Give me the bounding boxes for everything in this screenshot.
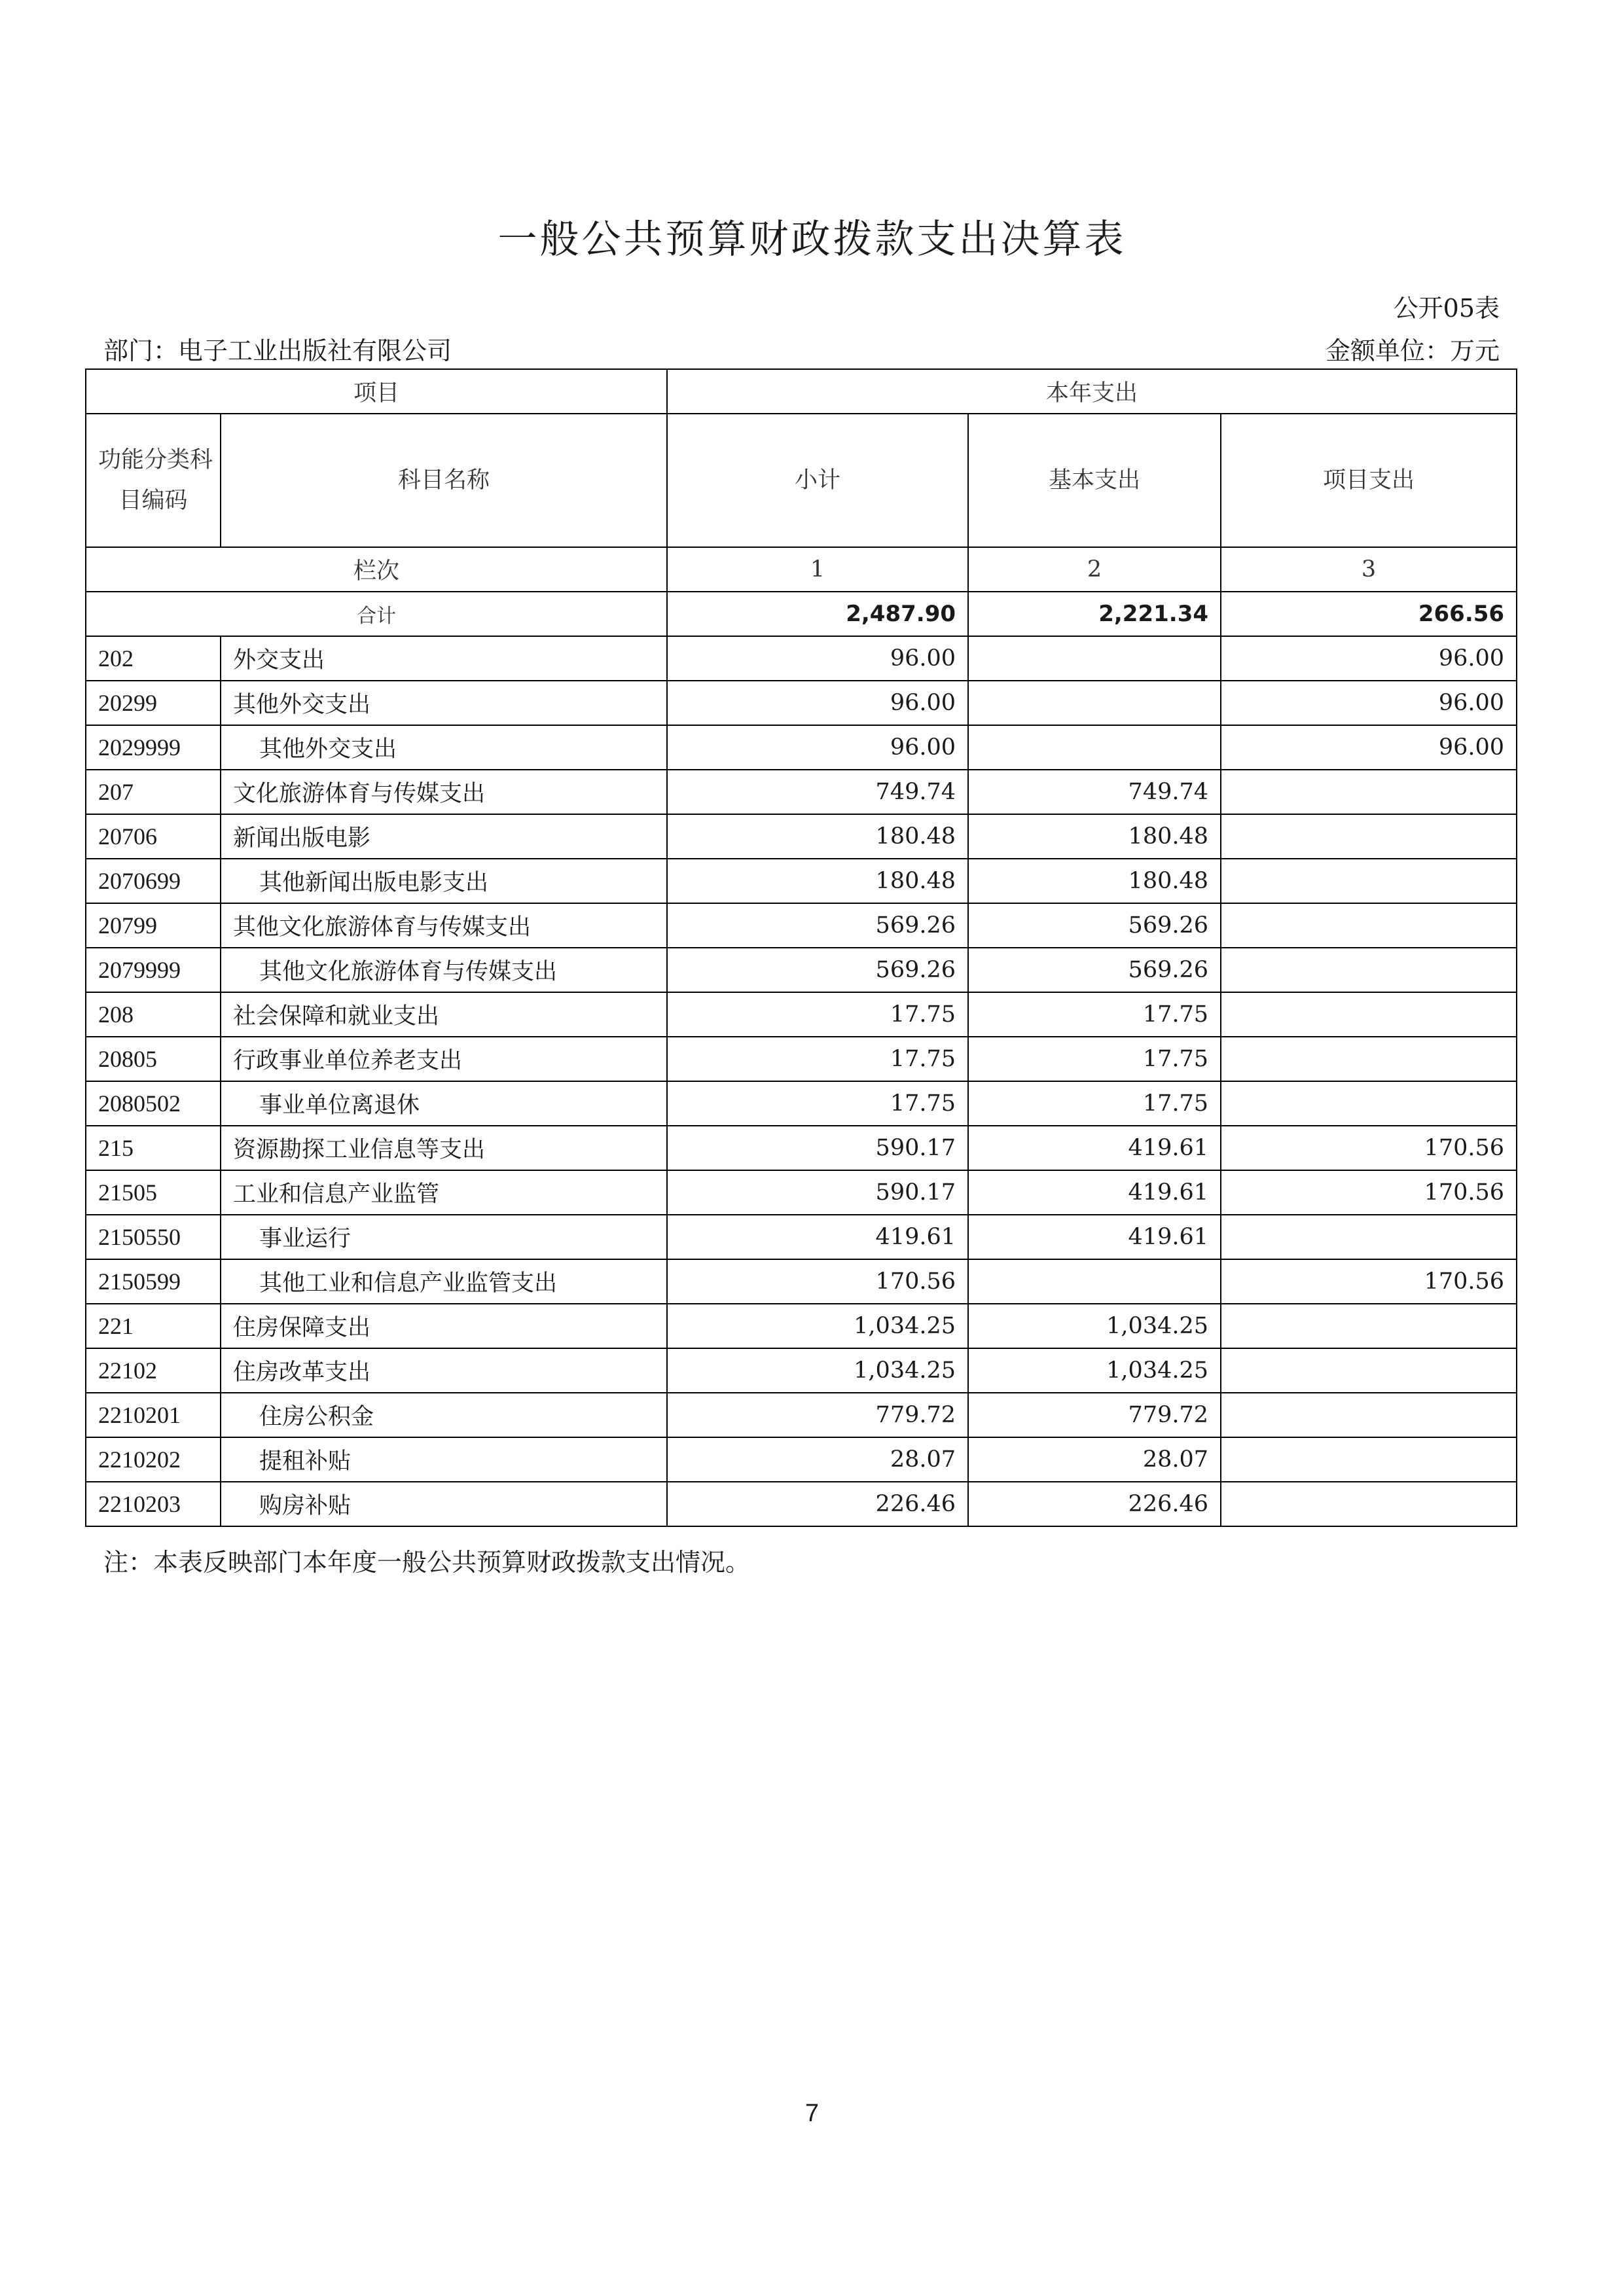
project-cell [1221, 859, 1517, 903]
subtotal-cell: 569.26 [667, 903, 968, 948]
header-row-1 [86, 369, 1517, 414]
table-note: 注：本表反映部门本年度一般公共预算财政拨款支出情况。 [103, 1548, 751, 1577]
subtotal-cell: 419.61 [667, 1215, 968, 1259]
basic-cell: 419.61 [968, 1170, 1221, 1215]
total-project: 266.56 [1221, 592, 1517, 636]
code-cell: 2210201 [86, 1393, 221, 1437]
header-code [86, 414, 221, 547]
subtotal-cell: 170.56 [667, 1259, 968, 1304]
column-index-2: 2 [968, 547, 1221, 592]
header-project: 项目支出 [1221, 414, 1517, 547]
subtotal-cell: 17.75 [667, 1081, 968, 1126]
basic-cell [968, 681, 1221, 725]
table-row [86, 1348, 1517, 1393]
basic-cell [968, 725, 1221, 770]
name-cell: 资源勘探工业信息等支出 [221, 1126, 667, 1170]
basic-cell: 419.61 [968, 1215, 1221, 1259]
table-row [86, 636, 1517, 681]
code-cell: 2079999 [86, 948, 221, 992]
name-cell: 事业运行 [221, 1215, 667, 1259]
subtotal-cell: 96.00 [667, 636, 968, 681]
total-basic: 2,221.34 [968, 592, 1221, 636]
code-cell: 22102 [86, 1348, 221, 1393]
table-row [86, 1482, 1517, 1526]
table-row [86, 992, 1517, 1037]
table-row [86, 1259, 1517, 1304]
project-cell: 96.00 [1221, 636, 1517, 681]
project-cell [1221, 1081, 1517, 1126]
name-cell: 外交支出 [221, 636, 667, 681]
subtotal-cell: 590.17 [667, 1170, 968, 1215]
project-cell [1221, 1393, 1517, 1437]
name-cell: 其他外交支出 [221, 725, 667, 770]
name-cell: 住房改革支出 [221, 1348, 667, 1393]
subtotal-cell: 590.17 [667, 1126, 968, 1170]
subtotal-cell: 17.75 [667, 1037, 968, 1081]
basic-cell: 419.61 [968, 1126, 1221, 1170]
header-item: 项目 [86, 369, 667, 414]
basic-cell: 28.07 [968, 1437, 1221, 1482]
subtotal-cell: 180.48 [667, 859, 968, 903]
subtotal-cell: 1,034.25 [667, 1348, 968, 1393]
basic-cell: 569.26 [968, 948, 1221, 992]
basic-cell: 749.74 [968, 770, 1221, 814]
name-cell: 社会保障和就业支出 [221, 992, 667, 1037]
table-row [86, 1037, 1517, 1081]
name-cell: 购房补贴 [221, 1482, 667, 1526]
expenditure-table [85, 368, 1517, 1527]
amount-unit-label: 金额单位：万元 [1325, 336, 1500, 365]
subtotal-cell: 1,034.25 [667, 1304, 968, 1348]
table-row [86, 814, 1517, 859]
basic-cell: 779.72 [968, 1393, 1221, 1437]
name-cell: 事业单位离退休 [221, 1081, 667, 1126]
basic-cell: 17.75 [968, 992, 1221, 1037]
project-cell [1221, 1037, 1517, 1081]
code-cell: 20799 [86, 903, 221, 948]
basic-cell: 17.75 [968, 1037, 1221, 1081]
table-row [86, 1215, 1517, 1259]
name-cell: 住房保障支出 [221, 1304, 667, 1348]
project-cell [1221, 903, 1517, 948]
page-title: 一般公共预算财政拨款支出决算表 [497, 217, 1127, 262]
code-cell: 20805 [86, 1037, 221, 1081]
project-cell [1221, 948, 1517, 992]
name-cell: 住房公积金 [221, 1393, 667, 1437]
basic-cell: 17.75 [968, 1081, 1221, 1126]
project-cell [1221, 1215, 1517, 1259]
project-cell: 96.00 [1221, 725, 1517, 770]
header-code-line1: 功能分类科 [98, 447, 213, 473]
name-cell: 其他文化旅游体育与传媒支出 [221, 948, 667, 992]
name-cell: 工业和信息产业监管 [221, 1170, 667, 1215]
column-index-1: 1 [667, 547, 968, 592]
table-row [86, 1393, 1517, 1437]
column-index-row [86, 547, 1517, 592]
name-cell: 文化旅游体育与传媒支出 [221, 770, 667, 814]
name-cell: 提租补贴 [221, 1437, 667, 1482]
project-cell: 170.56 [1221, 1126, 1517, 1170]
project-cell [1221, 814, 1517, 859]
basic-cell: 1,034.25 [968, 1304, 1221, 1348]
code-cell: 221 [86, 1304, 221, 1348]
project-cell [1221, 1437, 1517, 1482]
table-row [86, 1170, 1517, 1215]
header-code-line2: 目编码 [118, 488, 188, 514]
code-cell: 208 [86, 992, 221, 1037]
column-index-3: 3 [1221, 547, 1517, 592]
project-cell [1221, 1348, 1517, 1393]
subtotal-cell: 17.75 [667, 992, 968, 1037]
table-row [86, 903, 1517, 948]
project-cell [1221, 1482, 1517, 1526]
column-index-label: 栏次 [86, 547, 667, 592]
department-label: 部门：电子工业出版社有限公司 [103, 336, 452, 365]
code-cell: 2070699 [86, 859, 221, 903]
subtotal-cell: 96.00 [667, 681, 968, 725]
subtotal-cell: 749.74 [667, 770, 968, 814]
code-cell: 202 [86, 636, 221, 681]
total-label: 合计 [86, 592, 667, 636]
code-cell: 20299 [86, 681, 221, 725]
code-cell: 2150599 [86, 1259, 221, 1304]
name-cell: 新闻出版电影 [221, 814, 667, 859]
project-cell: 170.56 [1221, 1170, 1517, 1215]
subtotal-cell: 180.48 [667, 814, 968, 859]
header-subtotal: 小计 [667, 414, 968, 547]
total-row [86, 592, 1517, 636]
subtotal-cell: 779.72 [667, 1393, 968, 1437]
code-cell: 2029999 [86, 725, 221, 770]
project-cell: 170.56 [1221, 1259, 1517, 1304]
table-row [86, 1437, 1517, 1482]
code-cell: 2210203 [86, 1482, 221, 1526]
basic-cell [968, 636, 1221, 681]
subtotal-cell: 569.26 [667, 948, 968, 992]
basic-cell: 226.46 [968, 1482, 1221, 1526]
header-name: 科目名称 [221, 414, 667, 547]
basic-cell: 569.26 [968, 903, 1221, 948]
subtotal-cell: 96.00 [667, 725, 968, 770]
table-row [86, 859, 1517, 903]
basic-cell [968, 1259, 1221, 1304]
project-cell: 96.00 [1221, 681, 1517, 725]
table-row [86, 1126, 1517, 1170]
name-cell: 其他外交支出 [221, 681, 667, 725]
code-cell: 2150550 [86, 1215, 221, 1259]
header-basic: 基本支出 [968, 414, 1221, 547]
code-cell: 2080502 [86, 1081, 221, 1126]
header-row-2 [86, 414, 1517, 547]
basic-cell: 1,034.25 [968, 1348, 1221, 1393]
table-row [86, 725, 1517, 770]
table-row [86, 948, 1517, 992]
name-cell: 其他新闻出版电影支出 [221, 859, 667, 903]
name-cell: 其他工业和信息产业监管支出 [221, 1259, 667, 1304]
code-cell: 2210202 [86, 1437, 221, 1482]
table-row [86, 1081, 1517, 1126]
header-current-year: 本年支出 [667, 369, 1517, 414]
project-cell [1221, 1304, 1517, 1348]
subtotal-cell: 226.46 [667, 1482, 968, 1526]
total-subtotal: 2,487.90 [667, 592, 968, 636]
form-number: 公开05表 [1393, 294, 1500, 323]
table-row [86, 1304, 1517, 1348]
basic-cell: 180.48 [968, 859, 1221, 903]
name-cell: 行政事业单位养老支出 [221, 1037, 667, 1081]
basic-cell: 180.48 [968, 814, 1221, 859]
subtotal-cell: 28.07 [667, 1437, 968, 1482]
code-cell: 215 [86, 1126, 221, 1170]
code-cell: 21505 [86, 1170, 221, 1215]
code-cell: 20706 [86, 814, 221, 859]
page-number: 7 [804, 2100, 820, 2127]
table-row [86, 681, 1517, 725]
code-cell: 207 [86, 770, 221, 814]
project-cell [1221, 992, 1517, 1037]
project-cell [1221, 770, 1517, 814]
table-row [86, 770, 1517, 814]
name-cell: 其他文化旅游体育与传媒支出 [221, 903, 667, 948]
